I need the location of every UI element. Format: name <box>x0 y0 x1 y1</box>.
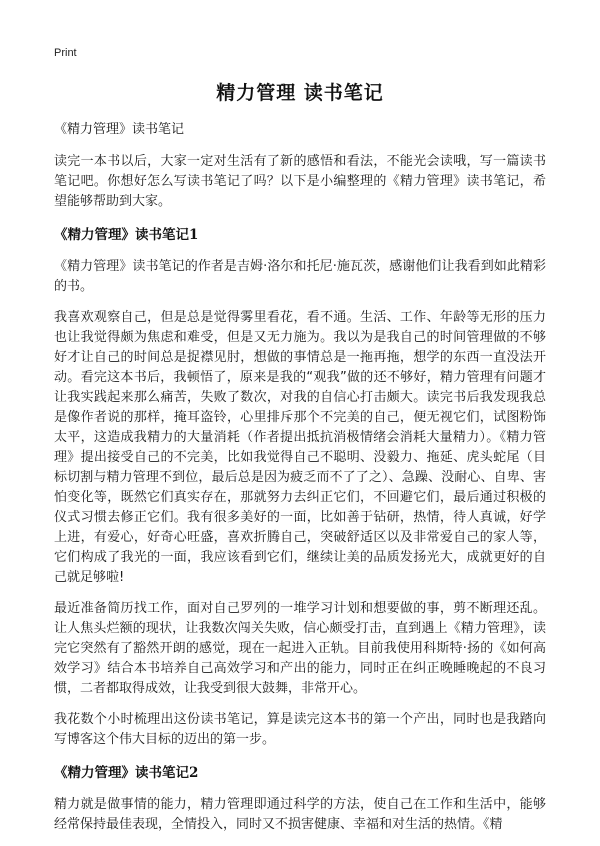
section-heading-1: 《精力管理》读书笔记1 <box>54 227 199 243</box>
section-1-paragraph: 我花数个小时梳理出这份读书笔记，算是读完这本书的第一个产出，同时也是我踏向写博客这个伟大目标的迈出的第一步。 <box>54 712 546 747</box>
section-1-paragraph: 我喜欢观察自己，但是总是觉得雾里看花，看不通。生活、工作、年龄等无形的压力也让我觉得颇为焦虑和难受，但是又无力施为。我以为是我自己的时间管理做的不够好才让自己的时间总是捉襟见肘，想做的事情总是一拖再拖，想学的东西一直没法开动。看完这本书后，我顿悟了，原来是我的“观我”做的还不够好，精力管理有问题才让我实践起来那么痛苦，失败了数次，对我的自信心打击颇大。读完书后我发现我总是像作者说的那样，掩耳盗铃，心里排斥那个不完美的自己，便无视它们，试图粉饰太平，这造成我精力的大量消耗（作者提出抵抗消极情绪会消耗大量精力）。《精力管理》提出接受自己的不完美，比如我觉得自己不聪明、没毅力、拖延、虎头蛇尾（目标切割与精力管理不到位，最后总是因为疲乏而不了了之）、急躁、没耐心、自卑、害怕变化等，既然它们真实存在，那就努力去纠正它们，不回避它们，最后通过积极的仪式习惯去修正它们。我有很多美好的一面，比如善于钻研，热情，待人真诚，好学上进，有爱心，好奇心旺盛，喜欢折腾自己，突破舒适区以及非常爱自己的家人等，它们构成了我光的一面，我应该看到它们，继续让美的品质发扬光大，成就更好的自己就足够啦! <box>54 310 546 585</box>
section-heading-2: 《精力管理》读书笔记2 <box>54 765 199 781</box>
section-2-paragraph: 精力就是做事情的能力，精力管理即通过科学的方法，使自己在工作和生活中，能够经常保持最佳表现，全情投入，同时又不损害健康、幸福和对生活的热情。《精 <box>54 797 546 832</box>
section-1-paragraph: 最近准备简历找工作，面对自己罗列的一堆学习计划和想要做的事，剪不断理还乱。让人焦头烂额的现状，让我数次闯关失败，信心颇受打击，直到遇上《精力管理》，读完它突然有了豁然开朗的感觉，现在一起进入正轨。目前我使用科斯特·扬的《如何高效学习》结合本书培养自己高效学习和产出的能力，同时正在纠正晚睡晚起的不良习惯，二者都取得成效，让我受到很大鼓舞，非常开心。 <box>54 601 546 696</box>
intro-paragraph: 读完一本书以后，大家一定对生活有了新的感悟和看法，不能光会读哦，写一篇读书笔记吧。你想好怎么写读书笔记了吗？以下是小编整理的《精力管理》读书笔记，希望能够帮助到大家。 <box>54 154 546 209</box>
document-body <box>54 120 546 846</box>
document-subtitle: 《精力管理》读书笔记 <box>54 122 185 137</box>
print-link[interactable]: Print <box>54 47 77 59</box>
section-1-paragraph: 《精力管理》读书笔记的作者是吉姆·洛尔和托尼·施瓦茨，感谢他们让我看到如此精彩的书。 <box>54 259 546 294</box>
page-title: 精力管理 读书笔记 <box>216 82 384 104</box>
